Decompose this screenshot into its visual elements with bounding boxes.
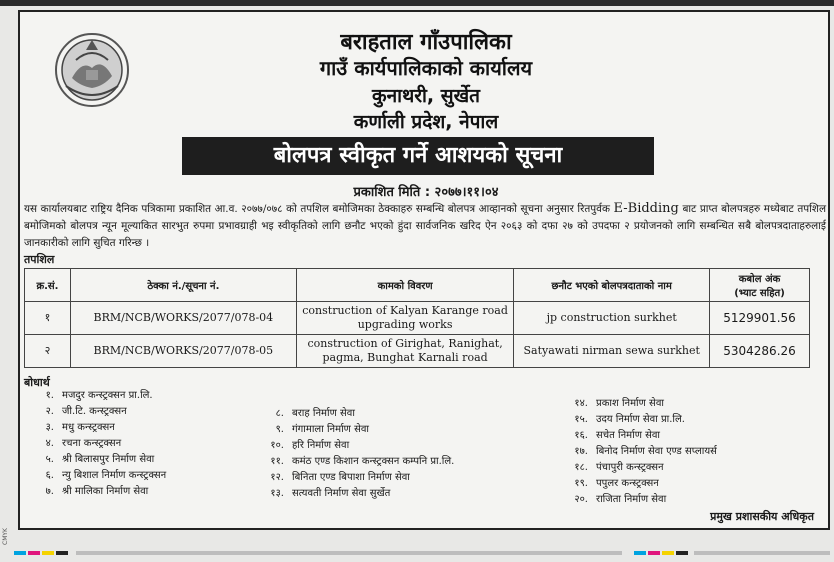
- cell-sn: २: [25, 335, 71, 368]
- list-name: जी.टि. कन्स्ट्रक्सन: [62, 406, 127, 417]
- table-row: [25, 335, 810, 368]
- list-number: १४.: [574, 398, 588, 409]
- list-name: श्री बिलासपुर निर्माण सेवा: [62, 454, 155, 465]
- col-header-contract: ठेक्का नं./सूचना नं.: [70, 269, 296, 302]
- list-number: ९.: [275, 424, 284, 435]
- amount-header-line2: (भ्याट सहित): [734, 288, 785, 299]
- list-item: [34, 404, 166, 420]
- magenta-swatch: [648, 551, 660, 555]
- list-name: उदय निर्माण सेवा प्रा.लि.: [596, 414, 685, 425]
- list-item: [568, 460, 717, 476]
- office-location: कुनाथरी, सुर्खेत: [372, 85, 480, 107]
- list-item: [264, 422, 454, 438]
- list-number: १.: [45, 390, 54, 401]
- list-name: गंगामाला निर्माण सेवा: [292, 424, 369, 435]
- list-item: [568, 444, 717, 460]
- list-number: ३.: [45, 422, 54, 433]
- yellow-swatch: [42, 551, 54, 555]
- list-number: १५.: [574, 414, 588, 425]
- table-header-row: [25, 269, 810, 302]
- print-mark: CMYK: [2, 528, 9, 545]
- black-swatch: [676, 551, 688, 555]
- list-name: प्रकाश निर्माण सेवा: [596, 398, 664, 409]
- list-name: बराह निर्माण सेवा: [292, 408, 355, 419]
- list-item: [264, 438, 454, 454]
- list-name: सचेत निर्माण सेवा: [596, 430, 661, 441]
- list-number: १०.: [270, 440, 284, 451]
- list-name: हरि निर्माण सेवा: [292, 440, 350, 451]
- list-number: ७.: [45, 486, 54, 497]
- cell-bidder: Satyawati nirman sewa surkhet: [514, 335, 710, 368]
- list-name: मधु कन्स्ट्रक्सन: [62, 422, 115, 433]
- paragraph-part1: यस कार्यालयबाट राष्ट्रिय दैनिक पत्रिकामा प्रकाशित आ.व. २०७७/०७८ को तपशिल बमोजिमका ठेक्काहरु सम्बन्धि बोलपत्र आव्हानको सूचना अनुसार रितपुर्वक: [24, 203, 610, 215]
- province-name: कर्णाली प्रदेश, नेपाल: [353, 111, 499, 133]
- cell-bidder: jp construction surkhet: [514, 302, 710, 335]
- list-number: २०.: [574, 494, 588, 505]
- list-item: [568, 428, 717, 444]
- list-number: ६.: [45, 470, 54, 481]
- bid-table: [24, 268, 810, 368]
- list-item: [568, 396, 717, 412]
- list-item: [264, 406, 454, 422]
- list-name: श्री मालिका निर्माण सेवा: [62, 486, 149, 497]
- bidders-column-3: [568, 396, 717, 508]
- ebidding-label: E-Bidding: [613, 201, 679, 216]
- list-item: [34, 468, 166, 484]
- list-item: [568, 492, 717, 508]
- list-number: २.: [45, 406, 54, 417]
- gray-bar: [76, 551, 622, 555]
- table-row: [25, 302, 810, 335]
- list-item: [264, 486, 454, 502]
- list-item: [264, 470, 454, 486]
- list-number: ११.: [270, 456, 284, 467]
- municipality-name: बराहताल गाँउपालिका: [340, 30, 512, 55]
- details-heading: तपशिल: [24, 253, 55, 266]
- list-name: पंचापुरी कन्स्ट्रक्सन: [596, 462, 664, 473]
- bidders-heading: बोधार्थ: [24, 376, 50, 389]
- list-name: पपुलर कन्स्ट्रक्सन: [596, 478, 659, 489]
- col-header-sn: क्र.सं.: [25, 269, 71, 302]
- list-name: न्यु बिशाल निर्माण कन्स्ट्रक्सन: [62, 470, 167, 481]
- cell-work: construction of Kalyan Karange road upgrading works: [296, 302, 514, 335]
- col-header-work: कामको विवरण: [296, 269, 514, 302]
- list-name: सत्यवती निर्माण सेवा सुर्खेत: [292, 488, 391, 499]
- list-name: बिनोद निर्माण सेवा एण्ड सप्लायर्स: [596, 446, 717, 457]
- cyan-swatch: [634, 551, 646, 555]
- cell-amount: 5304286.26: [710, 335, 810, 368]
- list-item: [34, 420, 166, 436]
- list-number: १२.: [270, 472, 284, 483]
- signatory-title: प्रमुख प्रशासकीय अधिकृत: [710, 510, 814, 523]
- list-item: [568, 412, 717, 428]
- col-header-amount: [710, 269, 810, 302]
- list-item: [264, 454, 454, 470]
- list-number: ८.: [275, 408, 284, 419]
- list-name: बिनिता एण्ड बिपाशा निर्माण सेवा: [292, 472, 410, 483]
- list-item: [34, 452, 166, 468]
- paragraph-part2: बाट प्राप्त बोलपत्रहरु मध्येबाट तपशिल बमोजिमको बोलपत्र न्यून मूल्याकित सारभुत रुपमा प्रभावग्राही भइ स्वीकृतिको लागि छनौट भएको हुंदा सार्वजनिक खरिद ऐन २०६३ को दफा २७ को उपदफा २ प्रयोजनको लागि सम्बन्धित सबै बोलपत्रदाताहरुलाई जानकारीको लागि सुचित गरिन्छ ।: [24, 203, 826, 249]
- magenta-swatch: [28, 551, 40, 555]
- cell-work: construction of Girighat, Ranighat, pagma, Bunghat Karnali road: [296, 335, 514, 368]
- gray-bar: [694, 551, 830, 555]
- list-name: मजदुर कन्स्ट्रक्सन प्रा.लि.: [62, 390, 153, 401]
- bidders-column-2: [264, 406, 454, 502]
- top-edge-line: [0, 0, 834, 6]
- cyan-swatch: [14, 551, 26, 555]
- list-name: रचना कन्स्ट्रक्सन: [62, 438, 122, 449]
- list-name: राजिता निर्माण सेवा: [596, 494, 667, 505]
- yellow-swatch: [662, 551, 674, 555]
- cell-contract: BRM/NCB/WORKS/2077/078-04: [70, 302, 296, 335]
- list-name: कमंठ एण्ड किशान कन्स्ट्रक्सन कम्पनि प्रा.लि.: [292, 456, 455, 467]
- cell-contract: BRM/NCB/WORKS/2077/078-05: [70, 335, 296, 368]
- list-number: १६.: [574, 430, 588, 441]
- list-number: १३.: [270, 488, 284, 499]
- list-item: [568, 476, 717, 492]
- list-item: [34, 388, 166, 404]
- list-number: ४.: [45, 438, 54, 449]
- color-registration-bar: [0, 548, 834, 558]
- office-name: गाउँ कार्यपालिकाको कार्यालय: [319, 56, 533, 80]
- notice-title-banner: बोलपत्र स्वीकृत गर्ने आशयको सूचना: [182, 137, 654, 175]
- notice-document: [18, 10, 830, 530]
- cell-amount: 5129901.56: [710, 302, 810, 335]
- notice-paragraph: [24, 200, 826, 252]
- published-date: प्रकाशित मिति : २०७७।११।०४: [353, 185, 499, 200]
- list-number: १९.: [574, 478, 588, 489]
- list-item: [34, 436, 166, 452]
- list-number: १८.: [574, 462, 588, 473]
- amount-header-line1: कबोल अंक: [738, 274, 781, 285]
- list-item: [34, 484, 166, 500]
- list-number: ५.: [45, 454, 54, 465]
- bidders-column-1: [34, 388, 166, 500]
- cell-sn: १: [25, 302, 71, 335]
- list-number: १७.: [574, 446, 588, 457]
- col-header-bidder: छनौट भएको बोलपत्रदाताको नाम: [514, 269, 710, 302]
- black-swatch: [56, 551, 68, 555]
